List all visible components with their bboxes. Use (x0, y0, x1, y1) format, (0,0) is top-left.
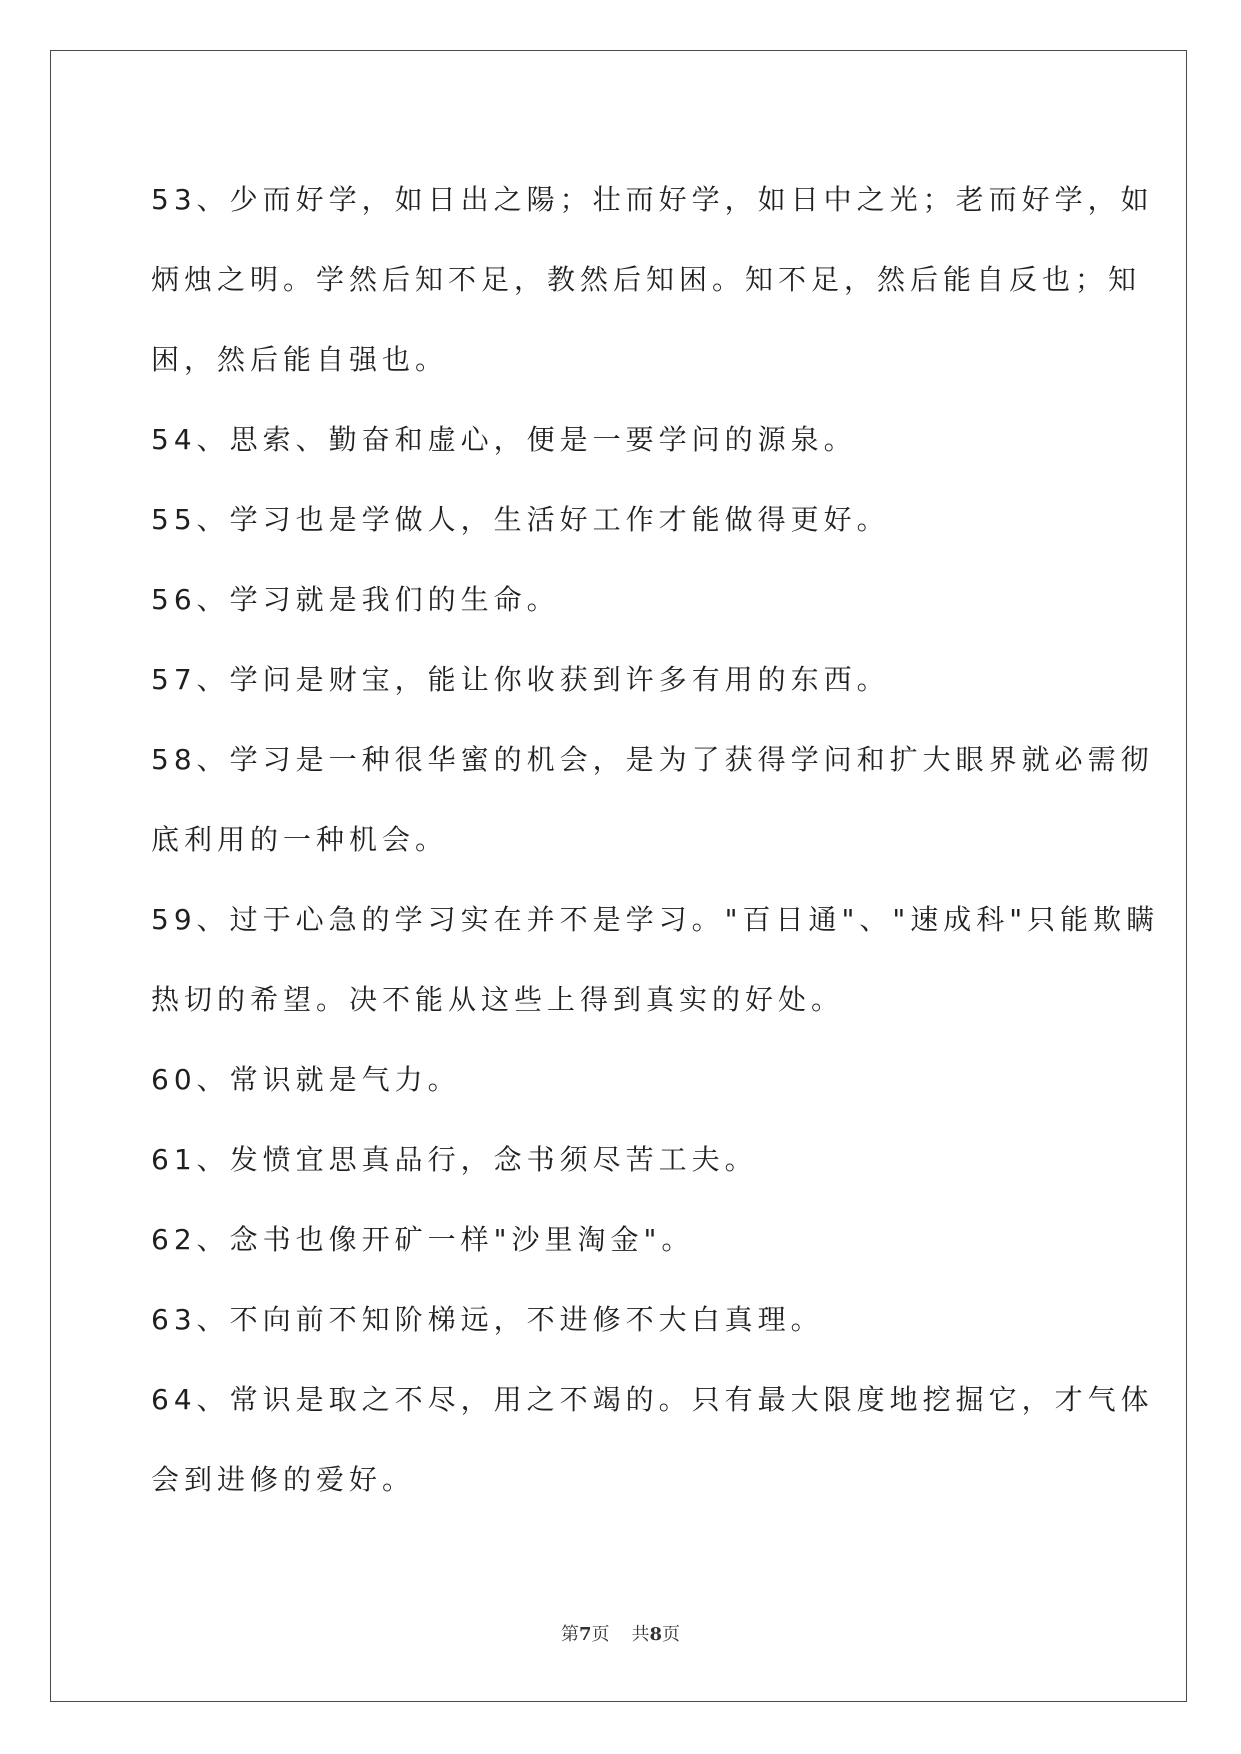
quote-paragraph-64 (151, 1360, 1154, 1520)
quote-paragraph-55 (151, 480, 1091, 560)
text-line: 底利用的一种机会。 (151, 823, 449, 856)
document-body (151, 160, 1160, 1520)
quote-paragraph-57 (151, 640, 1091, 720)
quote-paragraph-61 (151, 1120, 1091, 1200)
quote-paragraph-58 (151, 720, 1154, 880)
text-line: 53、少而好学，如日出之陽；壮而好学，如日中之光；老而好学，如 (151, 183, 1154, 216)
text-line: 炳烛之明。学然后知不足，教然后知困。知不足，然后能自反也；知 (151, 263, 1142, 296)
text-line: 会到进修的爱好。 (151, 1463, 416, 1496)
text-line: 57、学问是财宝，能让你收获到许多有用的东西。 (151, 663, 890, 696)
text-line: 60、常识就是气力。 (151, 1063, 461, 1096)
text-line: 63、不向前不知阶梯远，不进修不大白真理。 (151, 1303, 824, 1336)
quote-paragraph-60 (151, 1040, 1091, 1120)
quote-paragraph-56 (151, 560, 1091, 640)
page-prefix: 第 (560, 1624, 579, 1645)
quote-paragraph-63 (151, 1280, 1091, 1360)
quote-paragraph-59 (151, 880, 1160, 1040)
text-line: 64、常识是取之不尽，用之不竭的。只有最大限度地挖掘它，才气体 (151, 1383, 1154, 1416)
page-suffix: 页 (591, 1624, 610, 1645)
text-line: 62、念书也像开矿一样"沙里淘金"。 (151, 1223, 695, 1256)
text-line: 56、学习就是我们的生命。 (151, 583, 560, 616)
text-line: 热切的希望。决不能从这些上得到真实的好处。 (151, 983, 845, 1016)
current-page-number: 7 (578, 1624, 592, 1645)
text-line: 54、思索、勤奋和虚心，便是一要学问的源泉。 (151, 423, 857, 456)
total-suffix: 页 (662, 1624, 681, 1645)
quote-paragraph-54 (151, 400, 1091, 480)
text-line: 59、过于心急的学习实在并不是学习。"百日通"、"速成科"只能欺瞒 (151, 903, 1160, 936)
page-number-footer (0, 1620, 1241, 1646)
quote-paragraph-62 (151, 1200, 1091, 1280)
text-line: 55、学习也是学做人，生活好工作才能做得更好。 (151, 503, 890, 536)
text-line: 困，然后能自强也。 (151, 343, 449, 376)
text-line: 61、发愤宜思真品行，念书须尽苦工夫。 (151, 1143, 758, 1176)
quote-paragraph-53 (151, 160, 1154, 400)
text-line: 58、学习是一种很华蜜的机会，是为了获得学问和扩大眼界就必需彻 (151, 743, 1154, 776)
total-prefix: 共 (631, 1624, 650, 1645)
total-page-number: 8 (649, 1624, 663, 1645)
